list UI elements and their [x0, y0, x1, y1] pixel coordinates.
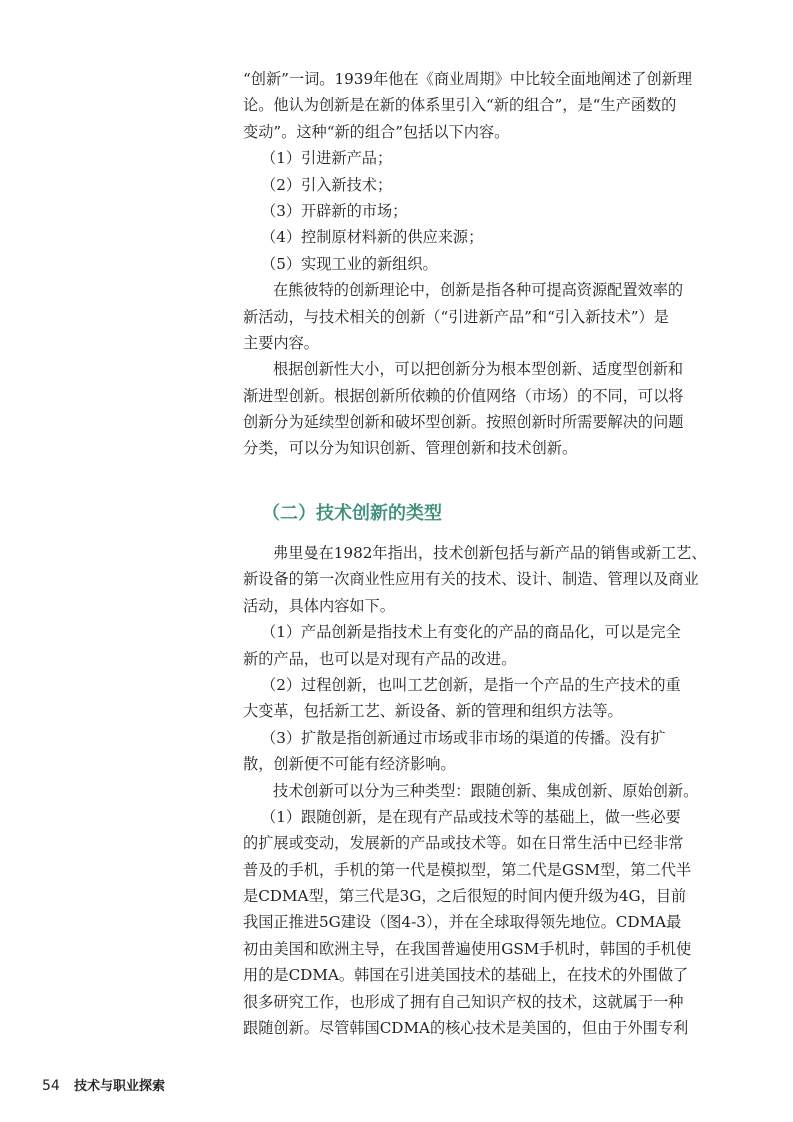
- text-line: 分类，可以分为知识创新、管理创新和技术创新。: [243, 439, 578, 458]
- body-text-top: [243, 66, 721, 462]
- text-line: 根据创新性大小，可以把创新分为根本型创新、适度型创新和: [273, 360, 684, 379]
- text-line: 的扩展或变动，发展新的产品或技术等。如在日常生活中已经非常: [243, 834, 684, 853]
- page-footer: [42, 1075, 165, 1094]
- text-line: 论。他认为创新是在新的体系里引入“新的组合”，是“生产函数的: [243, 96, 677, 115]
- body-text-bottom: [243, 540, 721, 1041]
- page-number: 54: [42, 1078, 60, 1094]
- text-line: 大变革，包括新工艺、新设备、新的管理和组织方法等。: [243, 702, 623, 721]
- text-line: 新的产品，也可以是对现有产品的改进。: [243, 649, 517, 668]
- text-line: 变动”。这种“新的组合”包括以下内容。: [243, 122, 510, 141]
- text-line: 新活动，与技术相关的创新（“引进新产品”和“引入新技术”）是: [243, 307, 669, 326]
- text-line: 技术创新可以分为三种类型：跟随创新、集成创新、原始创新。: [273, 781, 699, 800]
- text-line: （3）扩散是指创新通过市场或非市场的渠道的传播。没有扩: [261, 728, 666, 747]
- text-line: （1）跟随创新，是在现有产品或技术等的基础上，做一些必要: [261, 807, 681, 826]
- text-line: 普及的手机，手机的第一代是模拟型，第二代是GSM型，第二代半: [243, 860, 692, 879]
- text-line: 初由美国和欧洲主导，在我国普遍使用GSM手机时，韩国的手机使: [243, 939, 692, 958]
- text-line: 散，创新便不可能有经济影响。: [243, 755, 456, 774]
- text-line: （2）引入新技术；: [261, 175, 393, 194]
- text-line: （5）实现工业的新组织。: [261, 254, 438, 273]
- text-line: 创新分为延续型创新和破坏型创新。按照创新时所需要解决的问题: [243, 413, 684, 432]
- text-line: 我国正推进5G建设（图4-3），并在全球取得领先地位。CDMA最: [243, 913, 682, 932]
- text-line: （1）产品创新是指技术上有变化的产品的商品化，可以是完全: [261, 623, 681, 642]
- text-line: （2）过程创新，也叫工艺创新，是指一个产品的生产技术的重: [261, 675, 681, 694]
- text-line: 跟随创新。尽管韩国CDMA的核心技术是美国的，但由于外围专利: [243, 1019, 689, 1038]
- text-line: 活动，具体内容如下。: [243, 596, 395, 615]
- text-line: 渐进型创新。根据创新所依赖的价值网络（市场）的不同，可以将: [243, 386, 684, 405]
- text-line: 在熊彼特的创新理论中，创新是指各种可提高资源配置效率的: [273, 281, 684, 300]
- text-line: 弗里曼在1982年指出，技术创新包括与新产品的销售或新工艺、: [273, 544, 707, 562]
- text-line: （1）引进新产品；: [261, 149, 393, 168]
- text-line: 是CDMA型，第三代是3G，之后很短的时间内便升级为4G，目前: [243, 887, 687, 906]
- text-line: 新设备的第一次商业性应用有关的技术、设计、制造、管理以及商业: [243, 570, 699, 589]
- book-title: 技术与职业探索: [73, 1079, 165, 1094]
- text-line: “创新”一词。1939年他在《商业周期》中比较全面地阐述了创新理: [243, 70, 693, 88]
- text-line: 主要内容。: [243, 333, 319, 352]
- text-line: 很多研究工作，也形成了拥有自己知识产权的技术，这就属于一种: [243, 992, 684, 1011]
- text-line: 用的是CDMA。韩国在引进美国技术的基础上，在技术的外围做了: [243, 966, 689, 985]
- section-heading: （二）技术创新的类型: [262, 503, 442, 524]
- text-line: （4）控制原材料新的供应来源；: [261, 228, 484, 247]
- text-line: （3）开辟新的市场；: [261, 201, 408, 220]
